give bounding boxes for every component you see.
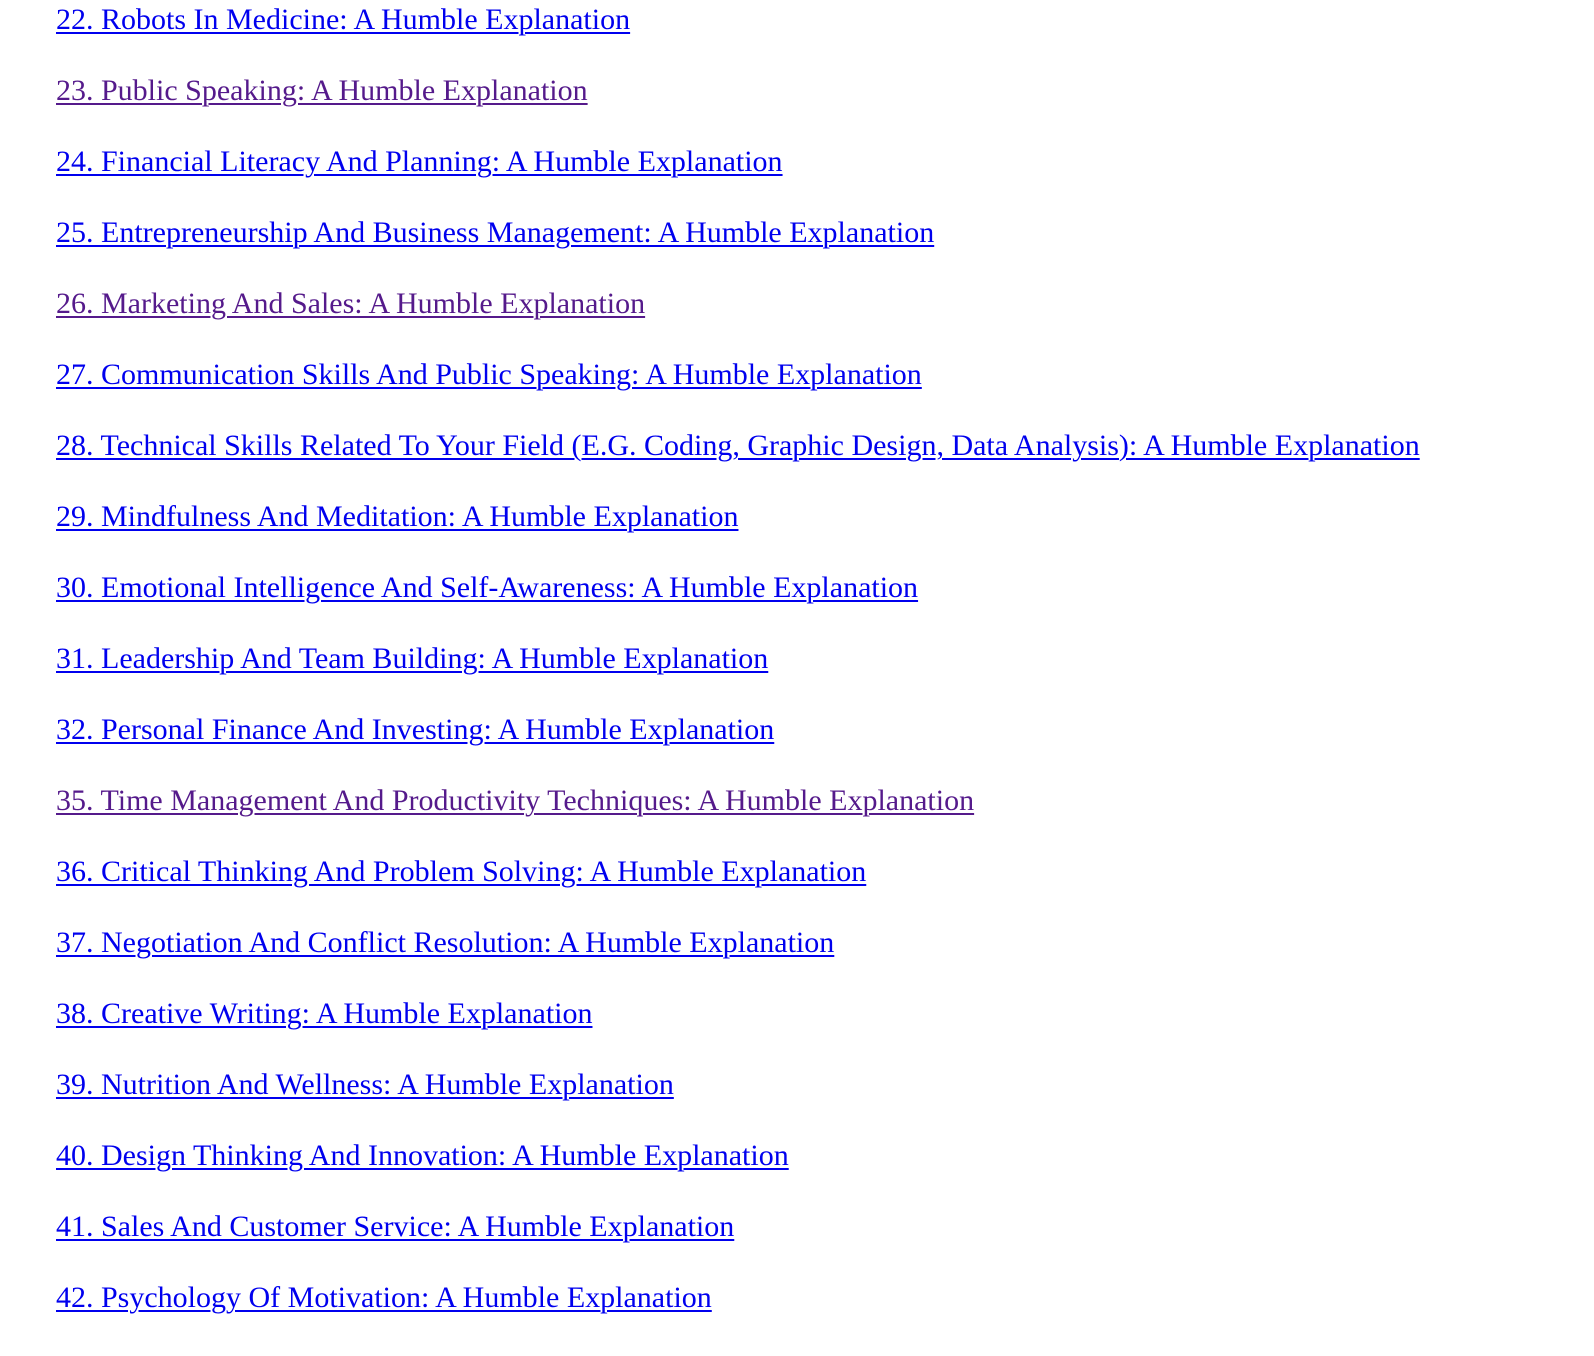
article-link-26[interactable]: 26. Marketing And Sales: A Humble Explanation	[56, 287, 646, 320]
list-item	[56, 639, 1420, 710]
list-item	[56, 1207, 1420, 1278]
article-link-36[interactable]: 36. Critical Thinking And Problem Solving: A Humble Explanation	[56, 855, 867, 888]
list-item	[56, 355, 1420, 426]
article-link-list	[56, 0, 1420, 1349]
list-item	[56, 0, 1420, 71]
article-link-32[interactable]: 32. Personal Finance And Investing: A Humble Explanation	[56, 713, 775, 746]
list-item	[56, 1278, 1420, 1349]
list-item	[56, 497, 1420, 568]
list-item	[56, 284, 1420, 355]
article-link-23[interactable]: 23. Public Speaking: A Humble Explanation	[56, 74, 588, 107]
list-item	[56, 781, 1420, 852]
article-link-30[interactable]: 30. Emotional Intelligence And Self-Awareness: A Humble Explanation	[56, 571, 919, 604]
list-item	[56, 568, 1420, 639]
list-item	[56, 1136, 1420, 1207]
article-link-27[interactable]: 27. Communication Skills And Public Speaking: A Humble Explanation	[56, 358, 922, 391]
article-link-42[interactable]: 42. Psychology Of Motivation: A Humble Explanation	[56, 1281, 712, 1314]
article-link-40[interactable]: 40. Design Thinking And Innovation: A Humble Explanation	[56, 1139, 789, 1172]
article-link-37[interactable]: 37. Negotiation And Conflict Resolution: A Humble Explanation	[56, 926, 835, 959]
article-link-35[interactable]: 35. Time Management And Productivity Techniques: A Humble Explanation	[56, 784, 975, 817]
list-item	[56, 852, 1420, 923]
list-item	[56, 426, 1420, 497]
list-item	[56, 923, 1420, 994]
article-link-24[interactable]: 24. Financial Literacy And Planning: A Humble Explanation	[56, 145, 783, 178]
article-link-31[interactable]: 31. Leadership And Team Building: A Humble Explanation	[56, 642, 769, 675]
list-item	[56, 71, 1420, 142]
article-link-25[interactable]: 25. Entrepreneurship And Business Management: A Humble Explanation	[56, 216, 935, 249]
article-link-38[interactable]: 38. Creative Writing: A Humble Explanation	[56, 997, 593, 1030]
article-link-28[interactable]: 28. Technical Skills Related To Your Field (E.G. Coding, Graphic Design, Data Analysis): A Humble Explanation	[56, 429, 1420, 462]
article-link-22[interactable]: 22. Robots In Medicine: A Humble Explanation	[56, 3, 631, 36]
article-link-29[interactable]: 29. Mindfulness And Meditation: A Humble Explanation	[56, 500, 739, 533]
list-item	[56, 994, 1420, 1065]
article-link-41[interactable]: 41. Sales And Customer Service: A Humble Explanation	[56, 1210, 735, 1243]
article-link-39[interactable]: 39. Nutrition And Wellness: A Humble Explanation	[56, 1068, 674, 1101]
list-item	[56, 142, 1420, 213]
list-item	[56, 710, 1420, 781]
list-item	[56, 213, 1420, 284]
list-item	[56, 1065, 1420, 1136]
